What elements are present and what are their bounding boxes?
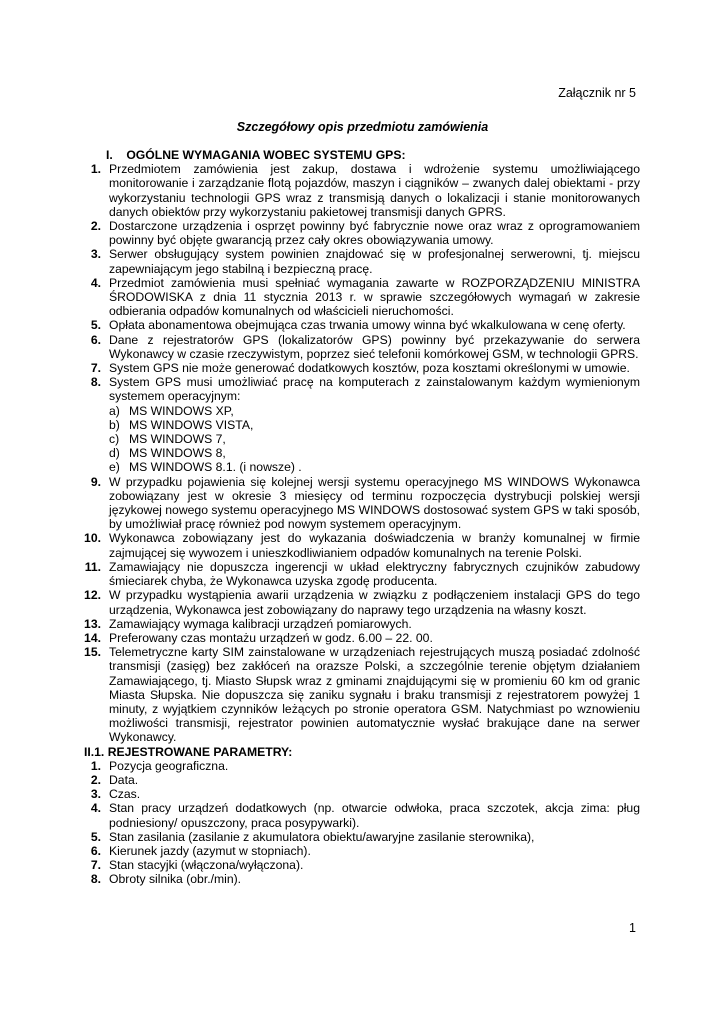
list-item-number: 9. [90,474,101,489]
list-item-number: 14. [84,630,101,645]
list-item [84,276,640,319]
list-item-number: 6. [90,332,101,347]
list-item-number: 8. [90,872,101,887]
os-list-text: MS WINDOWS 8, [129,446,226,461]
list-item [84,247,640,275]
os-list-text: MS WINDOWS VISTA, [129,417,254,432]
os-list-letter: a) [109,403,120,418]
list-item-text: Stan zasilania (zasilanie z akumulatora obiektu/awaryjne zasilanie sterownika), [109,829,535,844]
list-item-text: W przypadku pojawienia się kolejnej wersji systemu operacyjnego MS WINDOWS Wykonawca zobowiązany jest w okresie 3 miesięcy od terminu rozpoczęcia dystrybucji polskiej wersji językowej nowego systemu operacyjnego MS WINDOWS dostosować system GPS w taki sposób, by umożliwiał pracę również pod nowym systemem operacyjnym. [109,474,640,532]
list-item [84,531,640,559]
os-list-letter: c) [109,432,120,447]
list-item-number: 7. [90,858,101,873]
list-item-text: Przedmiotem zamówienia jest zakup, dostawa i wdrożenie systemu umożliwiającego monitorowanie i zarządzanie flotą pojazdów, maszyn i ciągników – zwanych dalej obiektami - przy wykorzystaniu technologii GPS wraz z transmisją danych o lokalizacji i stanie monitorowanych danych obiektów przy wykorzystaniu pakietowej transmisji danych GPRS. [109,162,640,219]
list-item-number: 5. [90,829,101,844]
list-item-number: 4. [90,801,101,816]
list-item-number: 15. [84,645,101,660]
list-item-number: 4. [90,275,101,290]
list-item-text: Stan pracy urządzeń dodatkowych (np. otwarcie odwłoka, praca szczotek, akcja zima: pług podniesiony/ opuszczony, praca posypywarki). [109,801,640,830]
list-item [84,219,640,247]
list-item [84,318,640,332]
list-item [84,773,640,787]
list-item-text: Obroty silnika (obr./min). [109,872,242,887]
list-item [84,333,640,361]
list-item [84,475,640,532]
list-item-text: Kierunek jazdy (azymut w stopniach). [109,843,311,858]
document-body [84,148,640,887]
list-item-number: 8. [90,375,101,390]
list-item-text: Zamawiający wymaga kalibracji urządzeń pomiarowych. [109,616,412,631]
list-item-number: 11. [84,559,101,574]
list-item-number: 1. [90,162,101,177]
list-item [84,588,640,616]
list-item-number: 12. [84,588,101,603]
section-1-list [84,162,640,744]
list-item [84,361,640,375]
list-item [84,759,640,773]
list-item [84,858,640,872]
list-item-number: 3. [90,247,101,262]
list-item [84,844,640,858]
os-list-item [109,446,640,460]
list-item-text: System GPS musi umożliwiać pracę na komputerach z zainstalowanym każdym wymienionym systemem operacyjnym: [109,375,640,404]
os-list [109,404,640,475]
list-item-text: Przedmiot zamówienia musi spełniać wymagania zawarte w ROZPORZĄDZENIU MINISTRA ŚRODOWISKA z dnia 11 stycznia 2013 r. w sprawie szczegółowych wymagań w zakresie odbierania odpadów komunalnych od właścicieli nieruchomości. [109,275,640,319]
list-item-text: System GPS nie może generować dodatkowych kosztów, poza kosztami określonymi w umowie. [109,361,630,376]
os-list-item [109,404,640,418]
list-item [84,787,640,801]
list-item-text: Telemetryczne karty SIM zainstalowane w urządzeniach rejestrujących muszą posiadać zdolność transmisji (zasięg) bez zakłóceń na orazsze Polski, a szczególnie terenie objętym działaniem Zamawiającego, tj. Miasto Słupsk wraz z gminami znajdującymi się w promieniu 60 km od granic Miasta Słupska. Nie dopuszcza się zaniku sygnału i braku transmisji z rejestratorem powyżej 1 minuty, z wyjątkiem czynników leżących po stronie operatora GSM. Natychmiast po wznowieniu możliwości transmisji, rejestrator powinien automatycznie wysłać brakujące dane na serwer Wykonawcy. [109,645,640,745]
os-list-text: MS WINDOWS 7, [129,432,226,447]
os-list-item [109,418,640,432]
list-item-number: 6. [90,843,101,858]
section-1-heading: I. OGÓLNE WYMAGANIA WOBEC SYSTEMU GPS: [106,148,406,162]
list-item-text: Serwer obsługujący system powinien znajdować się w profesjonalnej serwerowni, tj. miejscu zapewniającym jego stabilną i bezpieczną pracę. [109,247,640,276]
list-item [84,375,640,474]
list-item-number: 2. [90,772,101,787]
annex-label: Załącznik nr 5 [558,86,636,100]
document-title: Szczegółowy opis przedmiotu zamówienia [236,120,489,134]
list-item-text: Dostarczone urządzenia i osprzęt powinny być fabrycznie nowe oraz wraz z oprogramowaniem powinny być objęte gwarancją przez cały okres obowiązywania umowy. [109,219,640,248]
list-item [84,631,640,645]
list-item-text: Wykonawca zobowiązany jest do wykazania doświadczenia w branży komunalnej w firmie zajmującej się wywozem i unieszkodliwianiem odpadów komunalnych na terenie Polski. [109,531,640,560]
os-list-item [109,460,640,474]
section-2-heading: II.1. REJESTROWANE PARAMETRY: [84,744,293,759]
list-item-text: Dane z rejestratorów GPS (lokalizatorów GPS) powinny być przekazywanie do serwera Wykonawcy w czasie rzeczywistym, poprzez sieć telefonii komórkowej GSM, w technologii GPRS. [109,332,640,361]
list-item-text: Czas. [109,787,141,802]
list-item [84,830,640,844]
list-item-text: Pozycja geograficzna. [109,758,229,773]
list-item-number: 10. [84,531,101,546]
os-list-item [109,432,640,446]
list-item [84,872,640,886]
os-list-text: MS WINDOWS XP, [129,403,234,418]
list-item-number: 13. [84,616,101,631]
list-item-number: 3. [90,787,101,802]
os-list-letter: b) [109,417,120,432]
list-item-number: 7. [90,361,101,376]
list-item-number: 2. [90,219,101,234]
list-item [84,801,640,829]
list-item-text: W przypadku wystąpienia awarii urządzenia w związku z podłączeniem instalacji GPS do tego urządzenia, Wykonawca jest zobowiązany do naprawy tego urządzenia na własny koszt. [109,588,640,617]
os-list-text: MS WINDOWS 8.1. (i nowsze) . [129,460,302,475]
list-item-number: 5. [90,318,101,333]
list-item [84,162,640,219]
list-item-number: 1. [90,758,101,773]
list-item [84,645,640,744]
list-item-text: Data. [109,772,139,787]
list-item-text: Stan stacyjki (włączona/wyłączona). [109,858,304,873]
list-item-text: Zamawiający nie dopuszcza ingerencji w układ elektryczny fabrycznych czujników zabudowy śmieciarek chyba, że Wykonawca uzyska zgodę producenta. [109,559,640,589]
page-number: 1 [629,921,636,935]
list-item-text: Preferowany czas montażu urządzeń w godz. 6.00 – 22. 00. [109,630,433,645]
os-list-letter: d) [109,446,120,461]
list-item [84,617,640,631]
section-2-list [84,759,640,887]
os-list-letter: e) [109,460,120,475]
list-item [84,560,640,588]
list-item-text: Opłata abonamentowa obejmująca czas trwania umowy winna być wkalkulowana w cenę oferty. [109,318,626,333]
